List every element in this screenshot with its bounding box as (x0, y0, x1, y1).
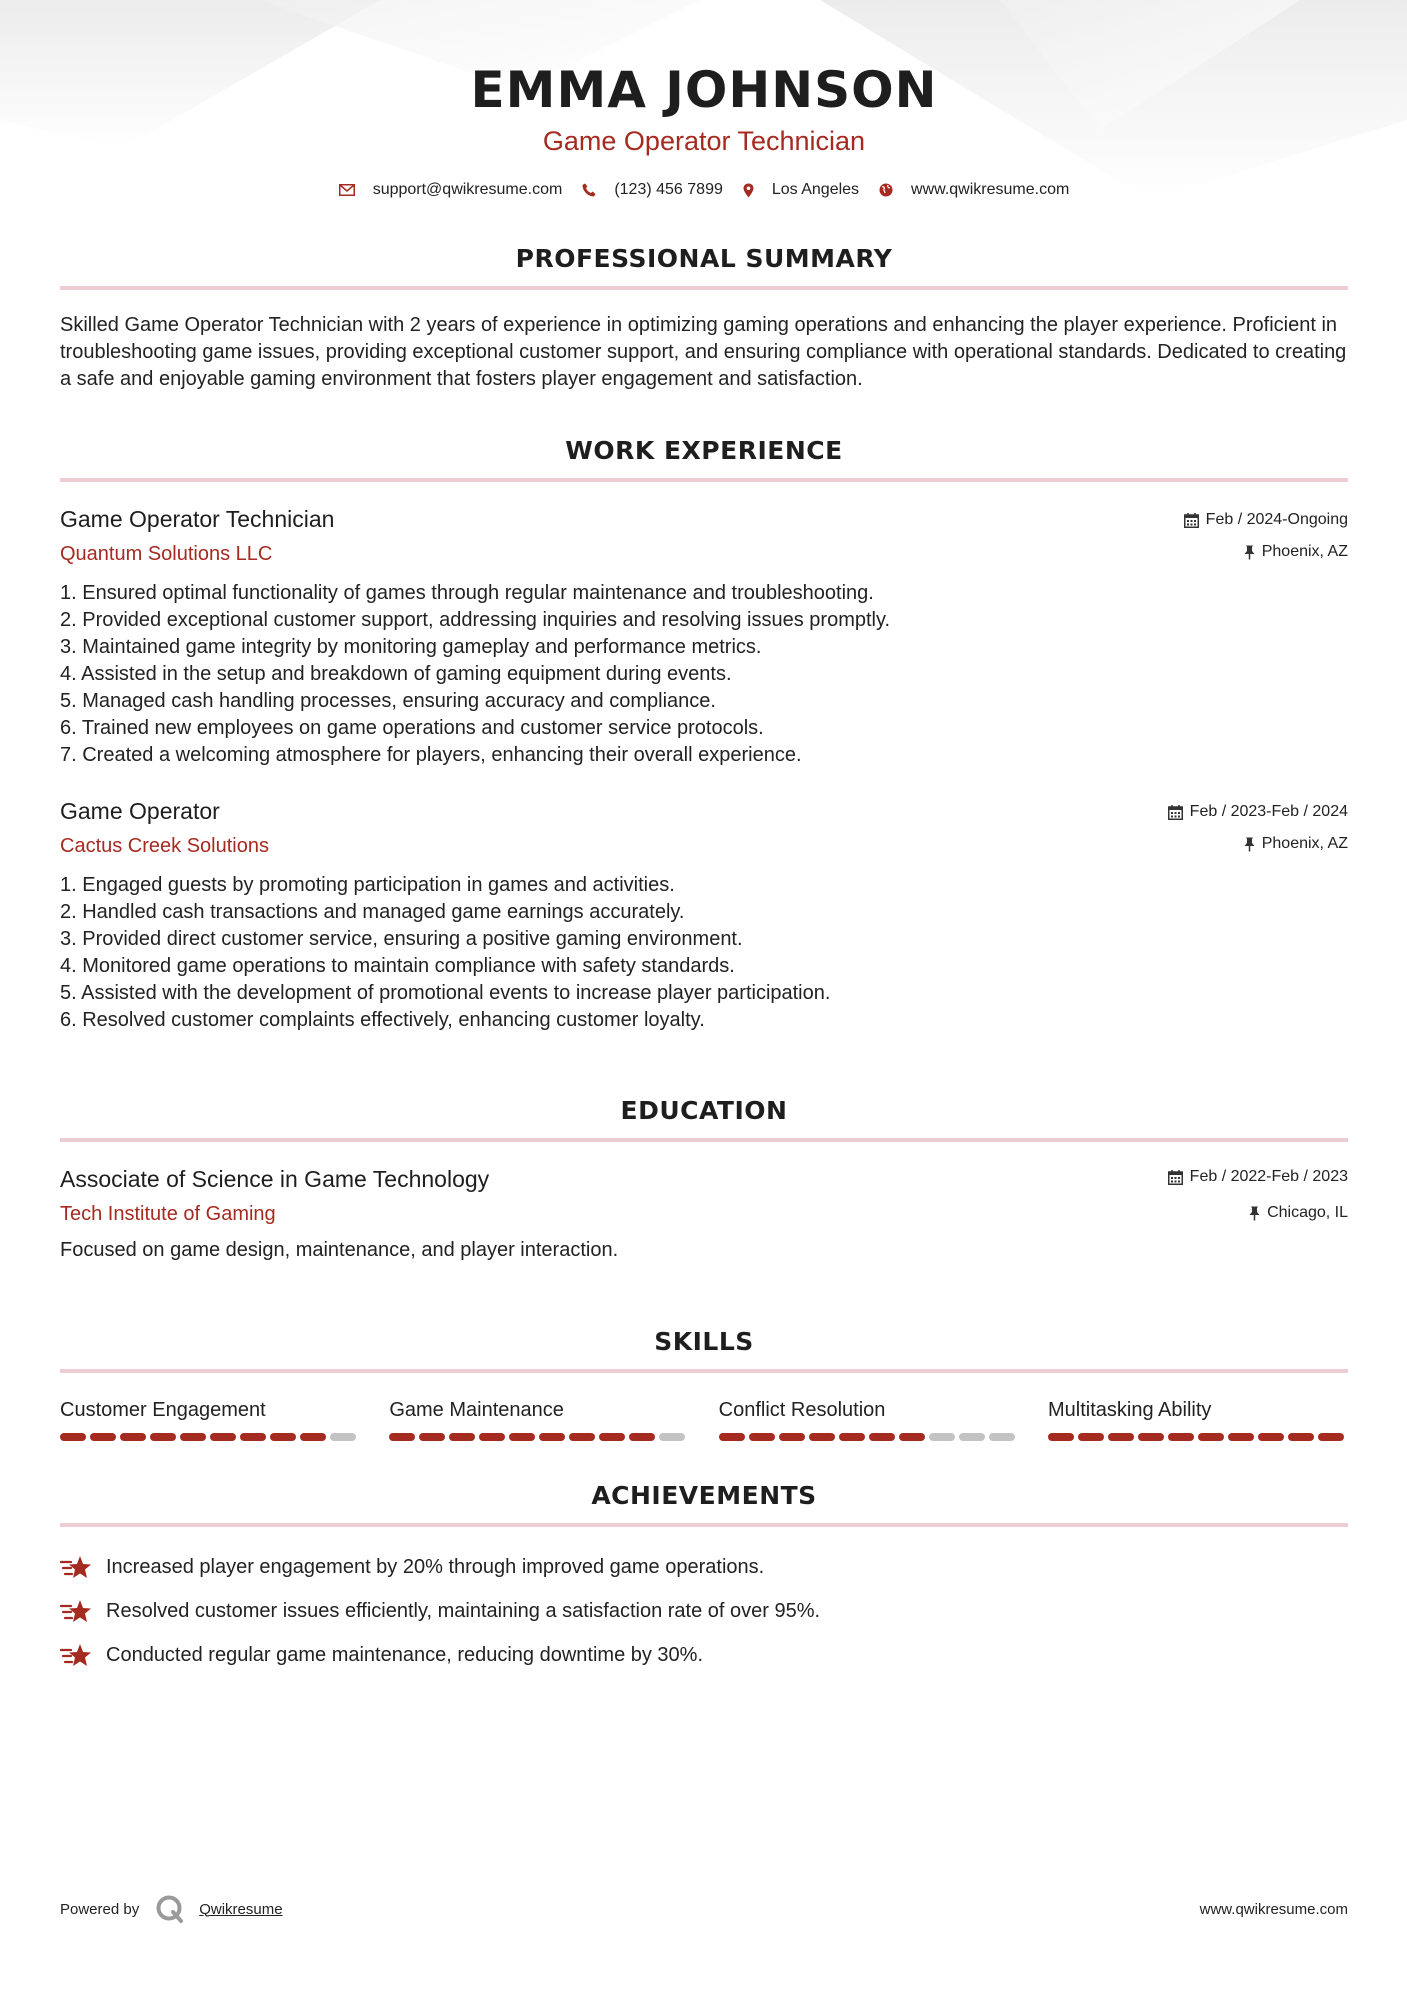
section-divider (60, 1369, 1348, 1373)
summary-text: Skilled Game Operator Technician with 2 years of experience in optimizing gaming operations and enhancing the player experience. Proficient in troubleshooting game issues, providing exceptional customer support, and ensuring compliance with operational standards. Dedicated to creating a safe and enjoyable gaming environment that fosters player engagement and satisfaction. (60, 314, 1347, 390)
location-text: Los Angeles (771, 181, 860, 198)
education-entry (60, 1164, 1348, 1264)
education-dates: Feb / 2022-Feb / 2023 (1189, 1168, 1348, 1185)
skill-segment-filled (839, 1433, 865, 1441)
degree-name: Associate of Science in Game Technology (60, 1166, 490, 1192)
skill-segment-empty (959, 1433, 985, 1441)
skill-segment-filled (1048, 1433, 1074, 1441)
skill-segment-filled (899, 1433, 925, 1441)
shooting-star-icon (60, 1554, 92, 1580)
job-entry (60, 796, 1348, 1034)
job-meta (1168, 796, 1348, 855)
job-bullets (60, 872, 1348, 1034)
powered-by-label: Powered by (60, 1900, 140, 1918)
skill-segment-filled (1108, 1433, 1134, 1441)
job-bullets (60, 580, 1348, 769)
skill-segment-empty (659, 1433, 685, 1441)
job-location: Phoenix, AZ (1261, 543, 1348, 560)
education-description: Focused on game design, maintenance, and player interaction. (60, 1239, 619, 1261)
section-divider (60, 286, 1348, 290)
skill-segment-filled (569, 1433, 595, 1441)
skill-rating-bar (1048, 1433, 1348, 1441)
skill-segment-filled (1078, 1433, 1104, 1441)
skills-heading: SKILLS (654, 1327, 754, 1356)
job-company: Cactus Creek Solutions (60, 835, 269, 857)
skill-segment-filled (1258, 1433, 1284, 1441)
list-item: 1. Engaged guests by promoting participation in games and activities. (60, 874, 675, 896)
education-meta (1168, 1164, 1348, 1224)
resume-header (60, 0, 1348, 202)
skill-segment-filled (210, 1433, 236, 1441)
list-item (60, 1589, 1348, 1633)
skill-segment-empty (989, 1433, 1015, 1441)
contact-website[interactable] (879, 181, 1069, 199)
section-divider (60, 478, 1348, 482)
globe-icon (879, 183, 893, 197)
skill-item (389, 1397, 689, 1441)
envelope-icon (339, 184, 355, 196)
skill-segment-filled (389, 1433, 415, 1441)
list-item: 6. Trained new employees on game operations and customer service protocols. (60, 717, 764, 739)
achievement-text: Resolved customer issues efficiently, maintaining a satisfaction rate of over 95%. (106, 1599, 821, 1622)
contact-location (743, 181, 859, 199)
phone-icon (582, 183, 596, 197)
skills-grid (60, 1397, 1348, 1441)
job-location: Phoenix, AZ (1261, 835, 1348, 852)
summary-section (60, 242, 1348, 393)
experience-section (60, 434, 1348, 1034)
skill-segment-filled (749, 1433, 775, 1441)
skill-item (719, 1397, 1019, 1441)
skill-segment-filled (90, 1433, 116, 1441)
skill-segment-filled (240, 1433, 266, 1441)
job-company: Quantum Solutions LLC (60, 543, 273, 565)
skill-segment-filled (509, 1433, 535, 1441)
skill-segment-filled (270, 1433, 296, 1441)
pushpin-icon (1244, 837, 1255, 852)
skill-segment-filled (180, 1433, 206, 1441)
skill-segment-filled (1168, 1433, 1194, 1441)
list-item: 7. Created a welcoming atmosphere for players, enhancing their overall experience. (60, 744, 802, 766)
map-pin-icon (743, 183, 754, 198)
calendar-icon (1184, 513, 1199, 528)
pushpin-icon (1249, 1206, 1260, 1221)
list-item: 3. Provided direct customer service, ensuring a positive gaming environment. (60, 928, 743, 950)
list-item: 2. Provided exceptional customer support, addressing inquiries and resolving issues promptly. (60, 609, 891, 631)
skill-segment-filled (869, 1433, 895, 1441)
skill-name: Customer Engagement (60, 1399, 266, 1421)
skill-segment-filled (1198, 1433, 1224, 1441)
experience-heading: WORK EXPERIENCE (565, 436, 843, 465)
skill-segment-filled (449, 1433, 475, 1441)
skill-segment-filled (60, 1433, 86, 1441)
skill-segment-filled (629, 1433, 655, 1441)
qwikresume-logo-icon (155, 1894, 185, 1924)
shooting-star-icon (60, 1598, 92, 1624)
skill-item (60, 1397, 360, 1441)
skill-name: Multitasking Ability (1047, 1399, 1212, 1421)
job-dates: Feb / 2023-Feb / 2024 (1189, 803, 1348, 820)
skill-segment-filled (809, 1433, 835, 1441)
candidate-title: Game Operator Technician (542, 126, 866, 156)
job-dates: Feb / 2024-Ongoing (1205, 511, 1348, 528)
education-heading: EDUCATION (620, 1096, 788, 1125)
education-section (60, 1094, 1348, 1264)
skill-name: Conflict Resolution (718, 1399, 886, 1421)
skill-segment-filled (300, 1433, 326, 1441)
list-item: 1. Ensured optimal functionality of games through regular maintenance and troubleshooting. (60, 582, 874, 604)
list-item: 4. Assisted in the setup and breakdown of gaming equipment during events. (60, 663, 732, 685)
skill-segment-filled (1288, 1433, 1314, 1441)
calendar-icon (1168, 1170, 1183, 1185)
skill-segment-empty (929, 1433, 955, 1441)
list-item: 3. Maintained game integrity by monitoring gameplay and performance metrics. (60, 636, 762, 658)
resume-footer (60, 1894, 1348, 1924)
list-item: 5. Assisted with the development of promotional events to increase player participation. (60, 982, 831, 1004)
job-role: Game Operator Technician (60, 506, 335, 532)
skill-segment-filled (599, 1433, 625, 1441)
achievements-section (60, 1479, 1348, 1677)
powered-by (60, 1894, 283, 1924)
skill-segment-filled (120, 1433, 146, 1441)
website-text: www.qwikresume.com (911, 181, 1070, 198)
footer-website[interactable]: www.qwikresume.com (1199, 1900, 1348, 1918)
calendar-icon (1168, 805, 1183, 820)
job-meta (1184, 504, 1348, 563)
skill-segment-filled (419, 1433, 445, 1441)
qwikresume-link[interactable]: Qwikresume (199, 1900, 283, 1918)
school-name: Tech Institute of Gaming (60, 1203, 276, 1225)
skill-segment-filled (150, 1433, 176, 1441)
skill-rating-bar (719, 1433, 1019, 1441)
skill-segment-filled (1138, 1433, 1164, 1441)
skill-segment-filled (539, 1433, 565, 1441)
achievements-list (60, 1545, 1348, 1677)
skill-rating-bar (389, 1433, 689, 1441)
skills-section (60, 1325, 1348, 1441)
section-divider (60, 1138, 1348, 1142)
candidate-name: EMMA JOHNSON (470, 61, 938, 119)
skill-segment-filled (1318, 1433, 1344, 1441)
shooting-star-icon (60, 1642, 92, 1668)
achievement-text: Increased player engagement by 20% through improved game operations. (106, 1555, 765, 1578)
list-item: 4. Monitored game operations to maintain compliance with safety standards. (60, 955, 735, 977)
list-item: 5. Managed cash handling processes, ensuring accuracy and compliance. (60, 690, 716, 712)
achievements-heading: ACHIEVEMENTS (591, 1481, 817, 1510)
summary-heading: PROFESSIONAL SUMMARY (515, 244, 893, 273)
job-role: Game Operator (60, 798, 220, 824)
list-item: 6. Resolved customer complaints effectively, enhancing customer loyalty. (60, 1009, 705, 1031)
contact-phone[interactable] (582, 181, 723, 199)
skill-segment-filled (1228, 1433, 1254, 1441)
skill-segment-filled (719, 1433, 745, 1441)
section-divider (60, 1523, 1348, 1527)
achievement-text: Conducted regular game maintenance, reducing downtime by 30%. (106, 1643, 704, 1666)
skill-rating-bar (60, 1433, 360, 1441)
list-item: 2. Handled cash transactions and managed game earnings accurately. (60, 901, 685, 923)
contact-bar (60, 178, 1348, 202)
skill-segment-filled (479, 1433, 505, 1441)
email-text: support@qwikresume.com (372, 181, 563, 198)
list-item (60, 1633, 1348, 1677)
skill-segment-filled (779, 1433, 805, 1441)
pushpin-icon (1244, 545, 1255, 560)
skill-item (1048, 1397, 1348, 1441)
phone-text: (123) 456 7899 (614, 181, 723, 198)
job-entry (60, 504, 1348, 769)
skill-segment-empty (330, 1433, 356, 1441)
skill-name: Game Maintenance (389, 1399, 564, 1421)
contact-email[interactable] (339, 181, 563, 199)
list-item (60, 1545, 1348, 1589)
education-location: Chicago, IL (1267, 1204, 1348, 1221)
